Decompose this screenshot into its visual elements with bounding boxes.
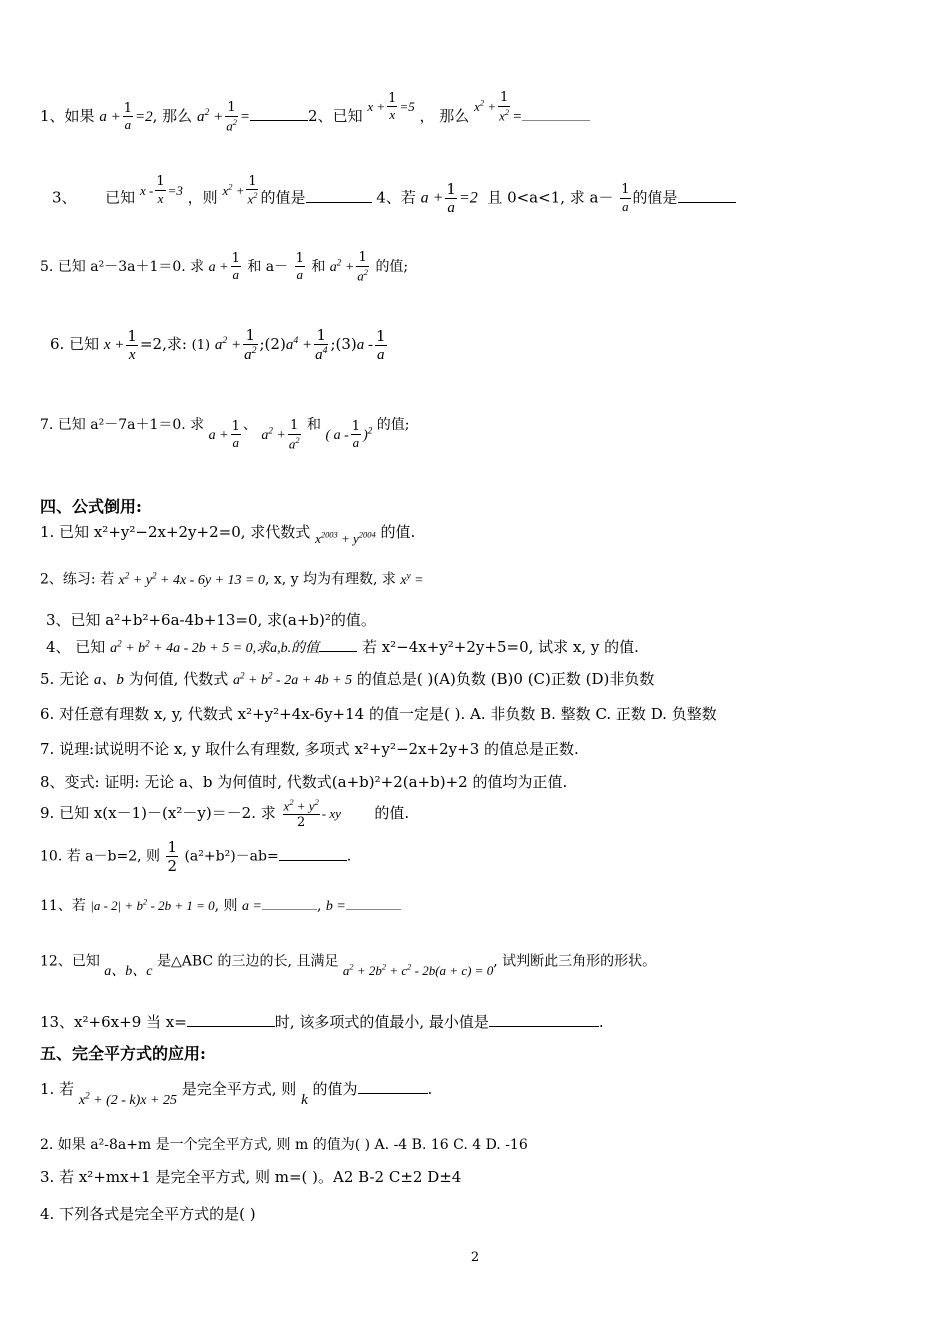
q4-prefix: 4、若: [376, 188, 416, 207]
s5-item-1: 1. 若 $x^2 + (2 - k)x + 25$ 是完全平方式, 则 k 的值为 .: [40, 1080, 433, 1108]
problem-1-2: 1、如果 a + $\frac{1}{a}$ =2, 那么 $a^2$ + $\frac{1}{a^2}$ = 2、已知 x + $\frac{1}{x}$ =5 ， 那么 $x^2$ + $\frac{1}{x^2}$ =: [40, 100, 590, 134]
s4-item-4-mid: ,求a,b.的值: [252, 641, 320, 656]
s4-item-10-mid: (a²+b²)－ab=: [184, 848, 279, 865]
q3-then: ，则: [187, 188, 218, 207]
q1-prefix: 1、如果: [40, 106, 95, 125]
fraction: $\frac{1}{a^2}$: [357, 250, 368, 283]
problem-7: 7. 已知 a²－7a＋1＝0. 求 a + $\frac{1}{a}$ 、 $a^2$ + $\frac{1}{a^2}$ 和 ( a - $\frac{1}{a}$ )$^2$ 的值;: [40, 416, 410, 451]
q6-p2: ;(2): [259, 335, 286, 353]
q3-known: 已知: [105, 188, 136, 207]
s4-item-11: 11、若 $|a - 2| + b^2 - 2b + 1 = 0$, 则 a = , b =: [40, 895, 401, 916]
problem-3-4: 3、 已知 x - $\frac{1}{x}$ =3 ，则 $x^2$ + $\frac{1}{x^2}$ 的值是 4、若 a + $\frac{1}{a}$ =2 且 0<a<1, 求 a－ $\frac{1}{a}$ 的值是: [52, 180, 736, 217]
answer-blank[interactable]: [678, 187, 736, 203]
s4-item-11-mid: , 则: [214, 898, 238, 914]
fraction: $\frac{1}{a}$: [295, 250, 304, 283]
fraction: $\frac{1}{a}$: [351, 418, 361, 451]
answer-blank[interactable]: [522, 105, 590, 121]
s4-item-8: 8、变式: 证明: 无论 a、b 为何值时, 代数式(a+b)²+2(a+b)+2 的值均为正值.: [40, 773, 568, 791]
problem-6: 6. 已知 x + $\frac{1}{x}$ =2,求: (1) $a^2$ + $\frac{1}{a^2}$ $;(2)a^4$ + $\frac{1}{a^4}$ ;(3)a - $\frac{1}{a}$: [50, 326, 386, 363]
fraction: $\frac{1}{a^4}$: [315, 326, 328, 363]
s4-item-12-suffix: , 试判断此三角形的形状。: [493, 953, 657, 970]
s4-item-1: 1. 已知 x²+y²−2x+2y+2=0, 求代数式 $x^{2003} + y^{2004}$ 的值.: [40, 523, 416, 546]
q5-and1: 和 a－: [247, 258, 289, 275]
s4-item-9: 9. 已知 x(x－1)－(x²－y)＝－2. 求 $\frac{x^2 + y^2}{2}$ - xy 的值.: [40, 797, 410, 830]
fraction: $\frac{1}{a}$: [123, 100, 132, 133]
s5-item-3: 3. 若 x²+mx+1 是完全平方式, 则 m=( )。A2 B-2 C±2 D±4: [40, 1168, 462, 1186]
s4-item-13-mid: 时, 该多项式的值最小, 最小值是: [274, 1013, 489, 1031]
s4-item-4-extra: 若 x²−4x+y²+2y+5=0, 试求 x, y 的值.: [361, 638, 639, 656]
answer-blank[interactable]: [187, 1011, 275, 1027]
q4-mid: 且 0<a<1, 求 a－: [487, 188, 614, 207]
answer-blank[interactable]: [306, 187, 372, 203]
s4-item-13-text: 13、x²+6x+9 当 x=: [40, 1013, 187, 1031]
s4-item-12-mid: 是△ABC 的三边的长, 且满足: [156, 953, 339, 970]
fraction: $\frac{1}{a}$: [446, 180, 456, 216]
fraction: $\frac{1}{a}$: [231, 418, 240, 451]
q7-text: 7. 已知 a²－7a＋1＝0. 求: [40, 416, 205, 433]
s4-item-1-suffix: 的值.: [380, 523, 416, 541]
q6-p1: (1): [191, 338, 211, 353]
s4-item-12-text: 12、已知: [40, 953, 100, 970]
fraction: $\frac{1}{x}$: [156, 174, 165, 206]
q3-suffix: 的值是: [260, 188, 306, 207]
q5-and2: 和: [311, 258, 326, 275]
s4-item-6: 6. 对任意有理数 x, y, 代数式 x²+y²+4x-6y+14 的值一定是( ). A. 非负数 B. 整数 C. 正数 D. 负整数: [40, 705, 717, 723]
fraction: $\frac{1}{a}$: [231, 250, 240, 283]
answer-blank[interactable]: [250, 105, 308, 121]
fraction: $\frac{1}{x^2}$: [499, 90, 510, 123]
fraction: $\frac{1}{2}$: [167, 838, 178, 875]
answer-blank[interactable]: [346, 895, 401, 910]
s5-item-4: 4. 下列各式是完全平方式的是( ): [40, 1205, 256, 1223]
s5-item-1-suffix: 的值为: [312, 1080, 358, 1098]
s4-item-5-options: 的值总是( )(A)负数 (B)0 (C)正数 (D)非负数: [356, 670, 655, 688]
q2-prefix: 2、已知: [308, 106, 363, 125]
q6-prefix: 6. 已知: [50, 335, 100, 353]
answer-blank[interactable]: [489, 1011, 599, 1027]
s5-item-2: 2. 如果 a²-8a+m 是一个完全平方式, 则 m 的值为( ) A. -4 B. 16 C. 4 D. -16: [40, 1137, 528, 1153]
fraction: $\frac{1}{a^2}$: [288, 418, 300, 451]
q5-suffix: 的值;: [375, 258, 409, 275]
fraction: $\frac{x^2 + y^2}{2}$: [283, 797, 319, 830]
s4-item-5-text: 5. 无论: [40, 670, 90, 688]
s4-item-2: 2、练习: 若 $x^2 + y^2 + 4x - 6y + 13 = 0$, x, y 均为有理数, 求 $x^y$ =: [40, 570, 424, 588]
answer-blank[interactable]: [262, 895, 317, 910]
fraction: $\frac{1}{x}$: [388, 90, 397, 123]
s4-item-3: 3、已知 a²+b²+6a-4b+13=0, 求(a+b)²的值。: [46, 611, 376, 629]
problem-5: 5. 已知 a²－3a＋1＝0. 求 a + $\frac{1}{a}$ 和 a－ $\frac{1}{a}$ 和 $a^2$ + $\frac{1}{a^2}$ 的值;: [40, 250, 409, 283]
fraction: $\frac{1}{a}$: [621, 182, 630, 214]
s4-item-11-text: 11、若: [40, 898, 86, 914]
s4-item-13: 13、x²+6x+9 当 x= 时, 该多项式的值最小, 最小值是 .: [40, 1013, 604, 1031]
q6-p3: ;(3): [330, 335, 357, 353]
s4-item-7: 7. 说理:试说明不论 x, y 取什么有理数, 多项式 x²+y²−2x+2y+3 的值总是正数.: [40, 740, 579, 758]
s4-item-4-text: 4、 已知: [46, 638, 106, 656]
s4-item-9-text: 9. 已知 x(x－1)－(x²－y)＝－2. 求: [40, 803, 276, 822]
answer-blank[interactable]: [358, 1078, 428, 1094]
q7-and: 和: [307, 416, 321, 433]
s5-item-1-mid: 是完全平方式, 则: [181, 1080, 297, 1098]
fraction: $\frac{1}{x^2}$: [247, 173, 258, 207]
section-4-heading: 四、公式倒用:: [40, 497, 142, 516]
fraction: $\frac{1}{a^2}$: [244, 326, 257, 363]
q6-mid: =2,求:: [139, 335, 187, 353]
s4-item-4: 4、 已知 $a^2 + b^2 + 4a - 2b + 5 = 0$,求a,b.的值 若 x²−4x+y²+2y+5=0, 试求 x, y 的值.: [46, 638, 639, 656]
q1-expr: a +: [99, 108, 121, 125]
page-number: 2: [470, 1250, 480, 1265]
q3-prefix: 3、: [52, 188, 77, 207]
s4-item-10-text: 10. 若 a－b=2, 则: [40, 848, 161, 865]
q2-mid: ， 那么: [419, 106, 470, 125]
s4-item-2-mid: , x, y 均为有理数, 求: [264, 571, 396, 588]
q7-suffix: 的值;: [376, 416, 410, 433]
fraction: $\frac{1}{x}$: [127, 326, 137, 363]
s4-item-12: 12、已知 a、b、c 是△ABC 的三边的长, 且满足 $a^2 + 2b^2 + c^2 - 2b(a + c) = 0$, 试判断此三角形的形状。: [40, 953, 657, 980]
q1-mid: , 那么: [152, 106, 193, 125]
s4-item-11-sep: ,: [316, 898, 322, 914]
s4-item-9-suffix: 的值.: [374, 803, 410, 822]
answer-blank[interactable]: [319, 636, 357, 652]
q4-suffix: 的值是: [632, 188, 678, 207]
q7-sep: 、: [242, 416, 257, 433]
fraction: $\frac{1}{a}$: [376, 326, 386, 363]
s4-item-2-text: 2、练习: 若: [40, 571, 115, 588]
q5-text: 5. 已知 a²－3a＋1＝0. 求: [40, 258, 205, 275]
section-5-heading: 五、完全平方式的应用:: [40, 1044, 206, 1063]
fraction: $\frac{1}{a^2}$: [226, 100, 237, 133]
s4-item-1-text: 1. 已知 x²+y²−2x+2y+2=0, 求代数式: [40, 523, 311, 541]
s4-item-5-mid: 为何值, 代数式: [128, 670, 229, 688]
answer-blank[interactable]: [279, 846, 347, 861]
s4-item-5: 5. 无论 a、b 为何值, 代数式 $a^2 + b^2 - 2a + 4b + 5$ 的值总是( )(A)负数 (B)0 (C)正数 (D)非负数: [40, 670, 655, 688]
s4-item-10: 10. 若 a－b=2, 则 $\frac{1}{2}$ (a²+b²)－ab= .: [40, 838, 352, 875]
s5-item-1-text: 1. 若: [40, 1080, 75, 1098]
